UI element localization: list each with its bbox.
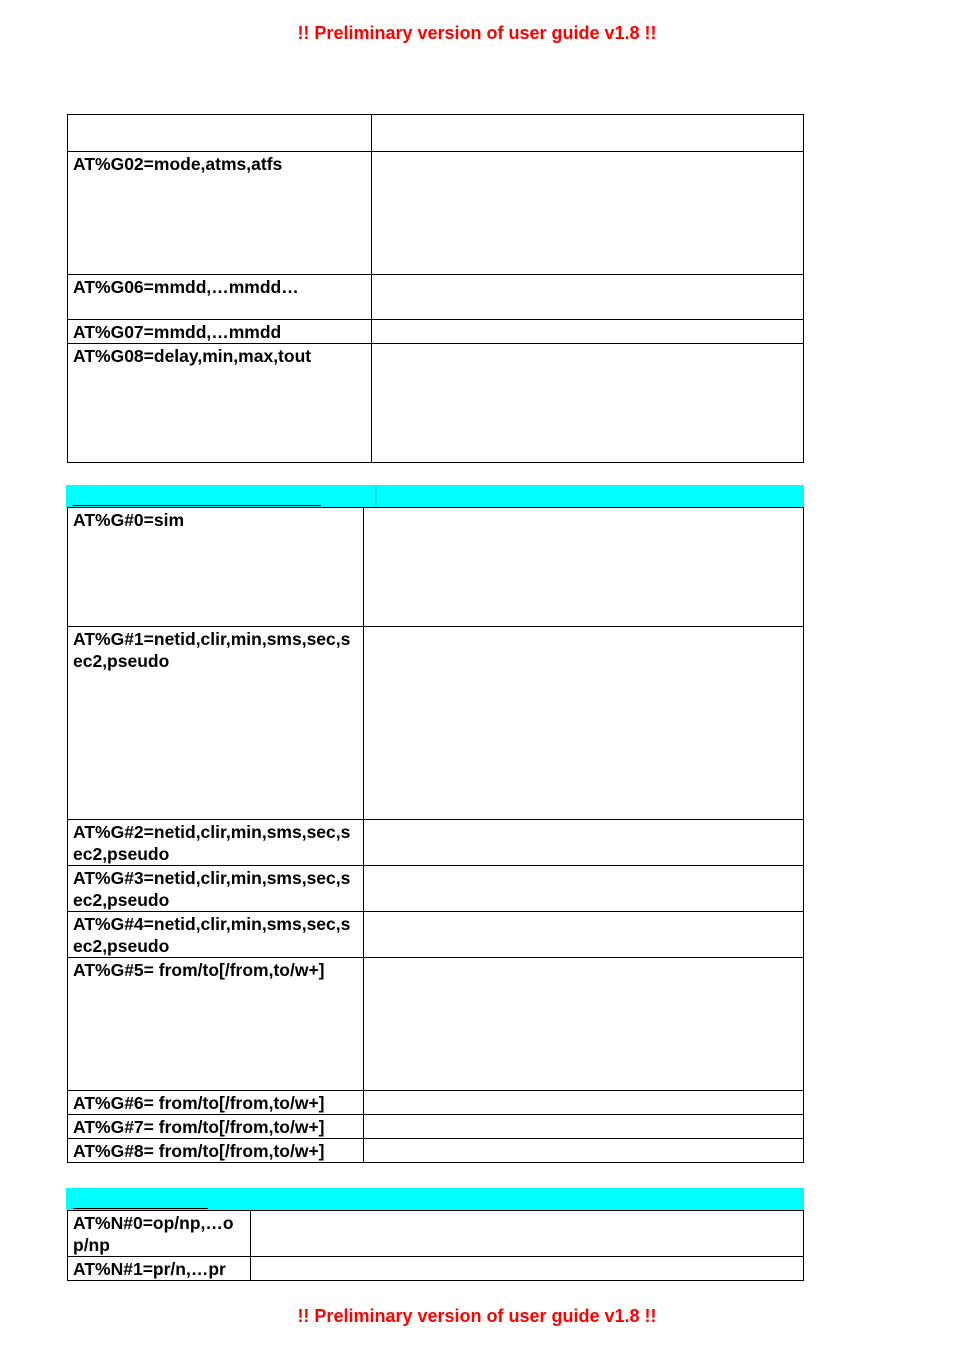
preliminary-banner-top: !! Preliminary version of user guide v1.8 !! <box>297 23 657 43</box>
table-row <box>68 508 804 627</box>
command-cell: AT%G#4=netid,clir,min,sms,sec,sec2,pseudo <box>68 912 364 958</box>
table-row <box>68 1115 804 1139</box>
table-row <box>68 1257 804 1281</box>
table-row <box>68 115 804 152</box>
description-cell <box>251 1257 804 1281</box>
table-row <box>68 820 804 866</box>
description-cell <box>364 1091 804 1115</box>
description-cell <box>372 152 804 275</box>
description-cell <box>372 344 804 463</box>
command-table-3 <box>67 1210 804 1281</box>
table-row <box>68 1139 804 1163</box>
command-cell: AT%G06=mmdd,…mmdd… <box>68 275 372 320</box>
command-table-2 <box>67 507 804 1163</box>
table-row <box>68 320 804 344</box>
command-cell: AT%G#7= from/to[/from,to/w+] <box>68 1115 364 1139</box>
preliminary-banner-bottom: !! Preliminary version of user guide v1.8 !! <box>297 1306 657 1326</box>
command-cell: AT%G#1=netid,clir,min,sms,sec,sec2,pseudo <box>68 627 364 820</box>
table-row <box>68 1091 804 1115</box>
description-cell <box>364 912 804 958</box>
section-title-underline <box>73 1208 208 1209</box>
table-row <box>68 152 804 275</box>
description-cell <box>364 627 804 820</box>
table-row <box>68 866 804 912</box>
description-cell <box>372 320 804 344</box>
description-cell <box>364 866 804 912</box>
description-cell <box>364 508 804 627</box>
command-cell: AT%N#1=pr/n,…pr <box>68 1257 251 1281</box>
command-cell: AT%G07=mmdd,…mmdd <box>68 320 372 344</box>
table-row <box>68 958 804 1091</box>
description-cell <box>251 1211 804 1257</box>
description-cell <box>372 275 804 320</box>
command-cell: AT%G08=delay,min,max,tout <box>68 344 372 463</box>
table-row <box>68 1211 804 1257</box>
header-column-divider <box>375 485 377 507</box>
section-header-cyan <box>66 485 804 507</box>
command-table-1 <box>67 114 804 463</box>
table-row <box>68 627 804 820</box>
command-cell: AT%N#0=op/np,…op/np <box>68 1211 251 1257</box>
command-cell: AT%G#8= from/to[/from,to/w+] <box>68 1139 364 1163</box>
description-cell <box>364 1115 804 1139</box>
description-cell <box>372 115 804 152</box>
table-row <box>68 912 804 958</box>
table-row <box>68 275 804 320</box>
table-row <box>68 344 804 463</box>
command-cell: AT%G#3=netid,clir,min,sms,sec,sec2,pseudo <box>68 866 364 912</box>
description-cell <box>364 820 804 866</box>
command-cell: AT%G#6= from/to[/from,to/w+] <box>68 1091 364 1115</box>
section-title-underline <box>73 505 321 506</box>
description-cell <box>364 958 804 1091</box>
command-cell: AT%G#5= from/to[/from,to/w+] <box>68 958 364 1091</box>
section-header-cyan <box>66 1188 804 1210</box>
command-cell <box>68 115 372 152</box>
command-cell: AT%G#2=netid,clir,min,sms,sec,sec2,pseudo <box>68 820 364 866</box>
description-cell <box>364 1139 804 1163</box>
command-cell: AT%G02=mode,atms,atfs <box>68 152 372 275</box>
command-cell: AT%G#0=sim <box>68 508 364 627</box>
